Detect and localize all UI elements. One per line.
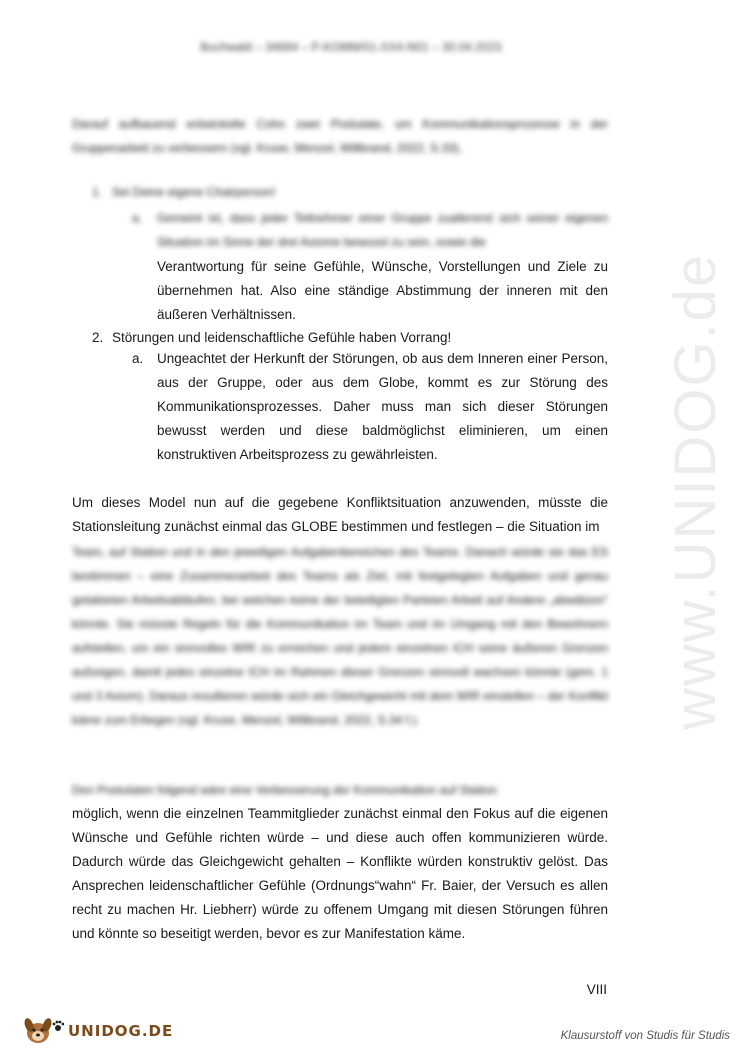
watermark: www.UNIDOG.de bbox=[663, 252, 728, 730]
list-item-2a bbox=[132, 347, 608, 467]
paw-icon bbox=[52, 1020, 64, 1032]
list-number: 2. bbox=[92, 330, 104, 345]
page-header: Buchwald – 34684 – P-KOMM/01-XX4-N01 – 30.04.2023 bbox=[200, 42, 502, 54]
paragraph-3-clear: möglich, wenn die einzelnen Teammitglieder zunächst einmal den Fokus auf die eigenen Wünsche und Gefühle richten würde – und diese auch offen kommunizieren würde. Dadurch würde das Gleichgewicht gehalten – Konflikte würden konstruktiv gelöst. Das Ansprechen leidenschaftlicher Gefühle (Ordnungs“wahn“ Fr. Baier, der Versuch es allen recht zu machen Hr. Liebherr) würde zu offenem Umgang mit diesen Störungen führen und könnte so beseitigt werden, bevor es zur Manifestation käme. bbox=[72, 806, 608, 941]
list-item-1 bbox=[92, 180, 608, 204]
paragraph-2-blurred: Team, auf Station und in den jeweiligen Aufgabenbereichen des Teams. Danach würde sie das ES bestimmen – eine Zusammenarbeit des Teams als Ziel, mit festgelegten Aufgaben und genau getakteten Arbeitsabläufen, bei welchen keine der beteiligten Parteien Arbeit auf Andere „abwälzen“ könnte. Sie müsste Regeln für die Kommunikation im Team und im Umgang mit den Bewohnern aufstellen, um ein sinnvolles WIR zu erreichen und jedem einzelnen ICH seine äußeren Grenzen aufzeigen, damit jedes einzelne ICH im Rahmen dieser Grenzen sinnvoll wachsen könnte (gem. 1 und 3 Axiom). Daraus resultieren würde sich ein Gleichgewicht mit dem WIR einstellen – der Konflikt käme zum Erliegen (vgl. Kruse, Menzel, Willbrand, 2022, S.34 f.). bbox=[72, 545, 608, 727]
intro-paragraph: Darauf aufbauend entwickelte Cohn zwei Postulate, um Kommunikationsprozesse in der Gruppenarbeit zu verbessern (vgl. Kruse, Menzel, Willbrand, 2022, S.33). bbox=[72, 117, 608, 155]
dog-icon bbox=[22, 1014, 54, 1046]
list-item-text: Sei Deine eigene Chairperson! bbox=[112, 185, 276, 199]
list-number: 1. bbox=[92, 185, 103, 199]
footer-slogan: Klausurstoff von Studis für Studis bbox=[560, 1030, 730, 1042]
list-item-text: Verantwortung für seine Gefühle, Wünsche, Vorstellungen und Ziele zu übernehmen hat. Also eine ständige Abstimmung der inneren mit den äußeren Verhältnissen. bbox=[157, 259, 608, 322]
logo-text: UNIDOG.DE bbox=[68, 1022, 174, 1040]
list-letter: a. bbox=[132, 211, 143, 225]
unidog-logo bbox=[22, 1014, 174, 1048]
list-item-1a-clear bbox=[132, 255, 608, 327]
list-item-text: Gemeint ist, dass jeder Teilnehmer einer Gruppe zuallererst sich seiner eigenen Situation im Sinne der drei Axiome bewusst zu sein, sowie die bbox=[157, 211, 608, 249]
list-item-text: Störungen und leidenschaftliche Gefühle haben Vorrang! bbox=[112, 330, 452, 345]
paragraph-2-clear: Um dieses Model nun auf die gegebene Konfliktsituation anzuwenden, müsste die Stationsleitung zunächst einmal das GLOBE bestimmen und festlegen – die Situation im bbox=[72, 495, 608, 534]
page-number: VIII bbox=[586, 982, 607, 997]
paragraph-3-blurred: Den Postulaten folgend wäre eine Verbesserung der Kommunikation auf Station bbox=[72, 783, 497, 797]
list-item-text: Ungeachtet der Herkunft der Störungen, ob aus dem Inneren einer Person, aus der Gruppe, oder aus dem Globe, kommt es zur Störung des Kommunikationsprozesses. Daher muss man sich dieser Störungen bewusst werden und diese baldmöglichst eliminieren, um einen konstruktiven Arbeitsprozess zu gewährleisten. bbox=[157, 351, 608, 462]
list-item-1a-blurred bbox=[132, 206, 608, 254]
list-letter: a. bbox=[132, 351, 144, 366]
